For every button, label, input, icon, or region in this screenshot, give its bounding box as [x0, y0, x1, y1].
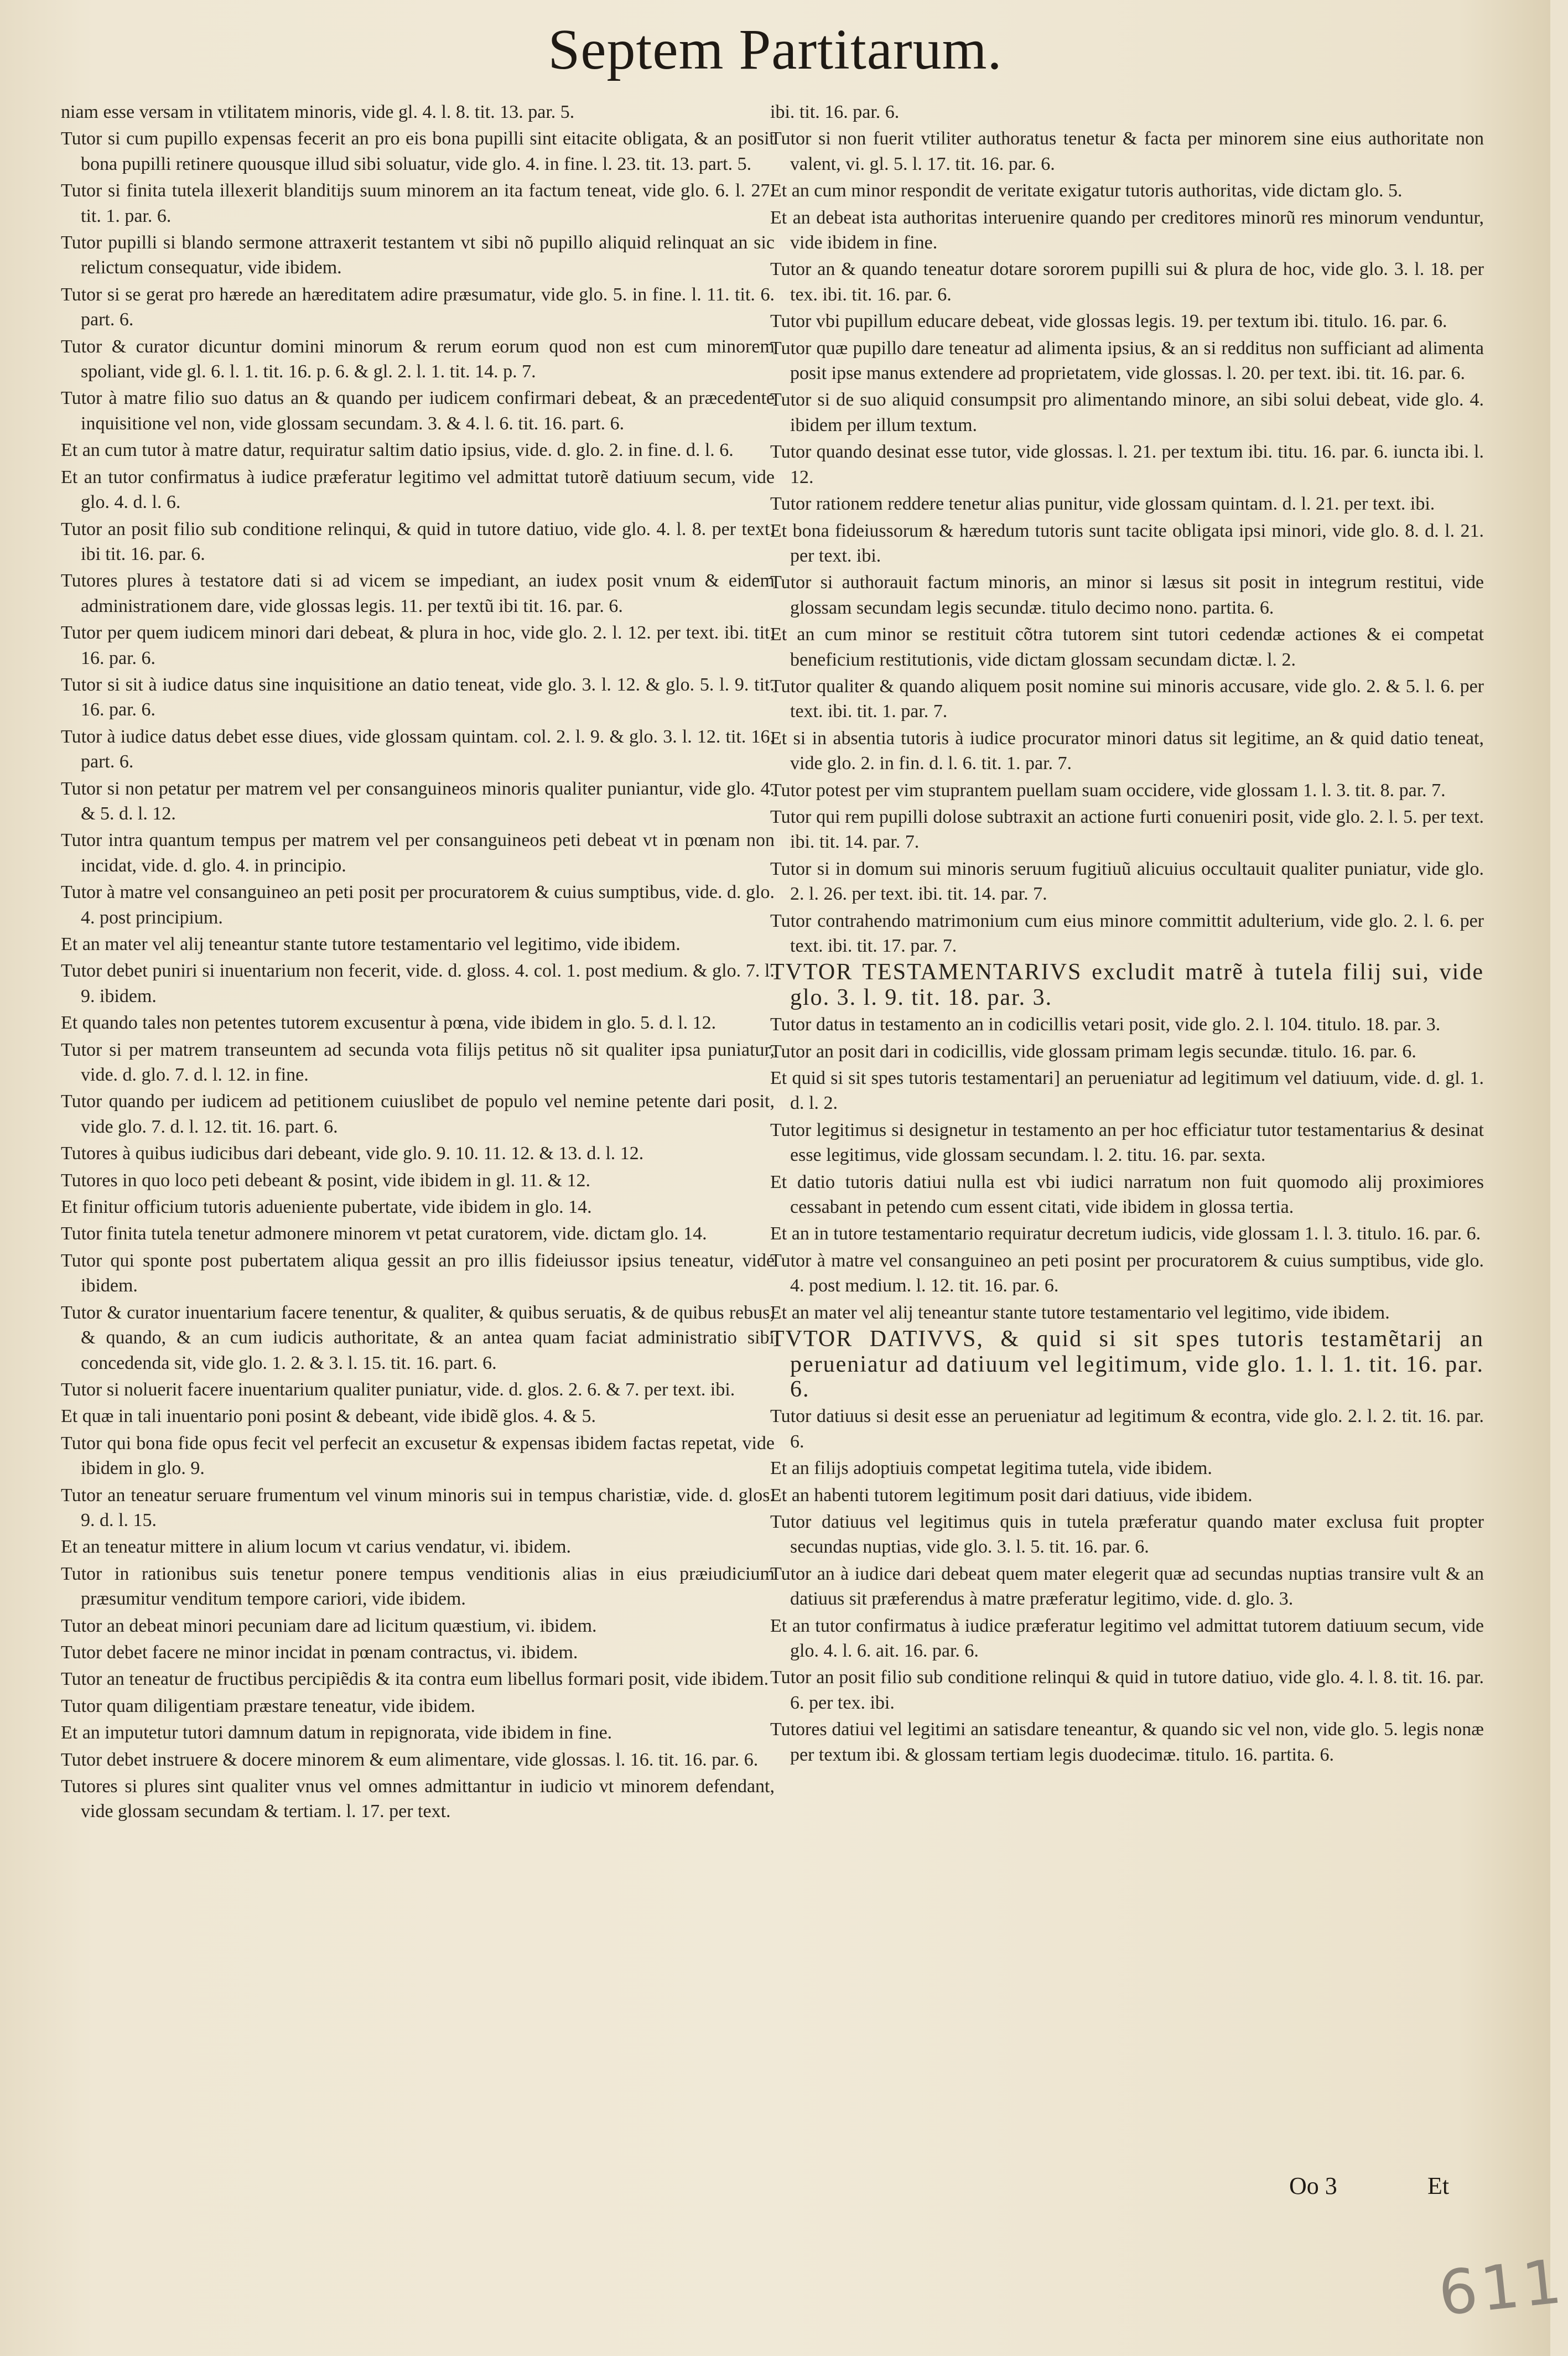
index-entry: Tutor datiuus vel legitimus quis in tutela præferatur quando mater exclusa fuit propter secundas nuptias, vide glo. 3. l. 5. tit. 16. par. 6.	[770, 1511, 1484, 1558]
index-entry: Et an tutor confirmatus à iudice præferatur legitimo vel admittat tutorẽ datiuum secum, vide glo. 4. d. l. 6.	[61, 466, 775, 513]
index-entry: Tutor qualiter & quando aliquem posit nomine sui minoris accusare, vide glo. 2. & 5. l. 6. per text. ibi. tit. 1. par. 7.	[770, 676, 1484, 722]
index-entry: Tutor quæ pupillo dare teneatur ad alimenta ipsius, & an si redditus non sufficiant ad alimenta posit ipse manus extendere ad proprietatem, vide glossas. l. 20. per text. ibi. tit. 16. par. 6.	[770, 338, 1484, 384]
index-entry: Et an mater vel alij teneantur stante tutore testamentario vel legitimo, vide ibidem.	[770, 1302, 1390, 1323]
index-entry: Tutores datiui vel legitimi an satisdare teneantur, & quando sic vel non, vide glo. 5. legis nonæ per textum ibi. & glossam tertiam legis duodecimæ. titulo. 16. partita. 6.	[770, 1719, 1484, 1765]
index-entry: Tutor an posit filio sub conditione relinqui, & quid in tutore datiuo, vide glo. 4. l. 8. per text. ibi tit. 16. par. 6.	[61, 518, 775, 564]
index-entry: niam esse versam in vtilitatem minoris, vide gl. 4. l. 8. tit. 13. par. 5.	[61, 102, 575, 122]
index-entry: Tutor finita tutela tenetur admonere minorem vt petat curatorem, vide. dictam glo. 14.	[61, 1223, 707, 1244]
index-entry: Et an teneatur mittere in alium locum vt carius vendatur, vi. ibidem.	[61, 1537, 572, 1558]
index-entry: Tutor an teneatur seruare frumentum vel vinum minoris sui in tempus charistiæ, vide. d. glos. 9. d. l. 15.	[61, 1485, 775, 1530]
index-entry: Tutor si se gerat pro hærede an hæreditatem adire præsumatur, vide glo. 5. in fine. l. 11. tit. 6. part. 6.	[61, 284, 775, 330]
index-entry: Et finitur officium tutoris adueniente pubertate, vide ibidem in glo. 14.	[61, 1197, 592, 1218]
index-entry: Tutor à matre vel consanguineo an peti posit per procuratorem & cuius sumptibus, vide. d. glo. 4. post principium.	[61, 882, 775, 928]
index-entry: ibi. tit. 16. par. 6.	[770, 102, 900, 122]
index-entry: Tutores in quo loco peti debeant & posint, vide ibidem in gl. 11. & 12.	[61, 1170, 590, 1191]
right-column	[770, 100, 1484, 1769]
index-entry: Et si in absentia tutoris à iudice procurator minori datus sit legitime, an & quid datio teneat, vide glo. 2. in fin. d. l. 6. tit. 1. par. 7.	[770, 728, 1484, 774]
index-entry: Et an in tutore testamentario requiratur decretum iudicis, vide glossam 1. l. 3. titulo. 16. par. 6.	[770, 1223, 1481, 1244]
index-entry: Tutores plures à testatore dati si ad vicem se impediant, an iudex posit vnum & eidem administrationem dare, vide glossas legis. 11. per textũ ibi tit. 16. par. 6.	[61, 570, 775, 616]
index-entry: Tutor an posit dari in codicillis, vide glossam primam legis secundæ. titulo. 16. par. 6.	[770, 1041, 1416, 1062]
index-entry: Tutor quando desinat esse tutor, vide glossas. l. 21. per textum ibi. titu. 16. par. 6. iuncta ibi. l. 12.	[770, 442, 1484, 487]
index-entry: Tutor si sit à iudice datus sine inquisitione an datio teneat, vide glo. 3. l. 12. & glo. 5. l. 9. tit. 16. par. 6.	[61, 674, 775, 720]
index-entry: Tutor & curator dicuntur domini minorum & rerum eorum quod non est cum minorem spoliant, vide gl. 6. l. 1. tit. 16. p. 6. & gl. 2. l. 1. tit. 14. p. 7.	[61, 336, 775, 382]
index-entry: Tutor si non fuerit vtiliter authoratus tenetur & facta per minorem sine eius authoritate non valent, vi. gl. 5. l. 17. tit. 16. par. 6.	[770, 128, 1484, 174]
signature-mark: Oo 3	[1289, 2172, 1337, 2199]
index-entry: Tutor à iudice datus debet esse diues, vide glossam quintam. col. 2. l. 9. & glo. 3. l. 12. tit. 16. part. 6.	[61, 726, 775, 772]
index-entry: Tutor rationem reddere tenetur alias punitur, vide glossam quintam. d. l. 21. per text. ibi.	[770, 494, 1435, 515]
index-entry: Et an cum minor respondit de veritate exigatur tutoris authoritas, vide dictam glo. 5.	[770, 180, 1403, 201]
index-entry: Tutor vbi pupillum educare debeat, vide glossas legis. 19. per textum ibi. titulo. 16. par. 6.	[770, 311, 1447, 332]
index-entry: Et an debeat ista authoritas interuenire quando per creditores minorũ res minorum venduntur, vide ibidem in fine.	[770, 207, 1484, 253]
handwritten-page-number: 611	[1435, 2245, 1568, 2329]
index-entry: Et datio tutoris datiui nulla est vbi iudici narratum non fuit quomodo alij proximiores cessabant in petendo cum essent citati, vide ibidem in glossa tertia.	[770, 1171, 1484, 1218]
left-column	[61, 100, 775, 1826]
running-head: Septem Partitarum.	[548, 18, 1003, 81]
index-entry: Et bona fideiussorum & hæredum tutoris sunt tacite obligata ipsi minori, vide glo. 8. d. l. 21. per text. ibi.	[770, 520, 1484, 566]
index-entry: Tutor in rationibus suis tenetur ponere tempus venditionis alias in eius præiudicium præsumitur venditum tempore cariori, vide ibidem.	[61, 1563, 775, 1610]
index-entry: Tutor legitimus si designetur in testamento an per hoc efficiatur tutor testamentarius & desinat esse legitimus, vide glossam secundam. l. 2. titu. 16. par. sexta.	[770, 1119, 1484, 1166]
index-entry: Et an cum minor se restituit cõtra tutorem sint tutori cedendæ actiones & ei competat beneficium restitutionis, vide dictam glossam secundam dictæ. l. 2.	[770, 624, 1484, 670]
index-entry: Tutor debet instruere & docere minorem & eum alimentare, vide glossas. l. 16. tit. 16. par. 6.	[61, 1749, 759, 1770]
index-entry: TVTOR DATIVVS, & quid si sit spes tutoris testamẽtarij an perueniatur ad datiuum vel legitimum, vide glo. 1. l. 1. tit. 16. par. 6.	[770, 1326, 1484, 1402]
index-entry: Tutor qui rem pupilli dolose subtraxit an actione furti conueniri posit, vide glo. 2. l. 5. per text. ibi. tit. 14. par. 7.	[770, 806, 1484, 853]
index-entry: Tutor si de suo aliquid consumpsit pro alimentando minore, an sibi solui debeat, vide glo. 4. ibidem per illum textum.	[770, 390, 1484, 435]
index-entry: Tutor si per matrem transeuntem ad secunda vota filijs petitus nõ sit qualiter ipsa puniatur, vide. d. glo. 7. d. l. 12. in fine.	[61, 1039, 775, 1086]
index-entry: Tutor an & quando teneatur dotare sororem pupilli sui & plura de hoc, vide glo. 3. l. 18. per tex. ibi. tit. 16. par. 6.	[770, 259, 1484, 305]
index-entry: Et quid si sit spes tutoris testamentari] an perueniatur ad legitimum vel datiuum, vide. d. gl. 1. d. l. 2.	[770, 1068, 1484, 1114]
index-entry: Et an habenti tutorem legitimum posit dari datiuus, vide ibidem.	[770, 1485, 1253, 1506]
catchword: Et	[1427, 2172, 1450, 2199]
index-entry: Tutores si plures sint qualiter vnus vel omnes admittantur in iudicio vt minorem defendant, vide glossam secundam & tertiam. l. 17. per text.	[61, 1776, 775, 1822]
index-entry: Tutor potest per vim stuprantem puellam suam occidere, vide glossam 1. l. 3. tit. 8. par. 7.	[770, 780, 1446, 801]
index-entry: Tutor datiuus si desit esse an perueniatur ad legitimum & econtra, vide glo. 2. l. 2. tit. 16. par. 6.	[770, 1406, 1484, 1452]
index-entry: Tutor per quem iudicem minori dari debeat, & plura in hoc, vide glo. 2. l. 12. per text. ibi. tit. 16. par. 6.	[61, 622, 775, 668]
index-entry: Tutor si finita tutela illexerit blanditijs suum minorem an ita factum teneat, vide glo. 6. l. 27. tit. 1. par. 6.	[61, 180, 775, 226]
index-entry: TVTOR TESTAMENTARIVS excludit matrẽ à tutela filij sui, vide glo. 3. l. 9. tit. 18. par. 3.	[770, 959, 1484, 1010]
index-entry: Tutor an teneatur de fructibus percipiẽdis & ita contra eum libellus formari posit, vide ibidem.	[61, 1669, 769, 1690]
index-entry: Tutor quando per iudicem ad petitionem cuiuslibet de populo vel nemine petente dari posit, vide glo. 7. d. l. 12. tit. 16. part. 6.	[61, 1091, 775, 1137]
index-entry: Tutor qui bona fide opus fecit vel perfecit an excusetur & expensas ibidem factas repetat, vide ibidem in glo. 9.	[61, 1433, 775, 1479]
index-entry: Tutor qui sponte post pubertatem aliqua gessit an pro illis fideiussor ipsius teneatur, vide ibidem.	[61, 1250, 775, 1296]
index-entry: Tutor an posit filio sub conditione relinqui & quid in tutore datiuo, vide glo. 4. l. 8. tit. 16. par. 6. per tex. ibi.	[770, 1667, 1484, 1713]
index-entry: Tutor si noluerit facere inuentarium qualiter puniatur, vide. d. glos. 2. 6. & 7. per text. ibi.	[61, 1379, 735, 1400]
index-entry: Tutor si non petatur per matrem vel per consanguineos minoris qualiter puniantur, vide glo. 4. & 5. d. l. 12.	[61, 778, 775, 824]
index-entry: Et an mater vel alij teneantur stante tutore testamentario vel legitimo, vide ibidem.	[61, 934, 681, 954]
index-entry: Tutor & curator inuentarium facere tenentur, & qualiter, & quibus seruatis, & de quibus rebus, & quando, & an cum iudicis authoritate, & an antea quam faciat administratio sibi concedenda sit, vide glo. 1. 2. & 3. l. 15. tit. 16. part. 6.	[61, 1302, 775, 1373]
index-entry: Et quæ in tali inuentario poni posint & debeant, vide ibidẽ glos. 4. & 5.	[61, 1406, 596, 1427]
index-entry: Tutor debet puniri si inuentarium non fecerit, vide. d. gloss. 4. col. 1. post medium. & glo. 7. l. 9. ibidem.	[61, 961, 775, 1006]
index-entry: Et an cum tutor à matre datur, requiratur saltim datio ipsius, vide. d. glo. 2. in fine. d. l. 6.	[61, 440, 734, 461]
index-entry: Tutor an debeat minori pecuniam dare ad licitum quæstium, vi. ibidem.	[61, 1615, 597, 1636]
index-entry: Tutores à quibus iudicibus dari debeant, vide glo. 9. 10. 11. 12. & 13. d. l. 12.	[61, 1143, 644, 1164]
index-entry: Et an tutor confirmatus à iudice præferatur legitimo vel admittat tutorem datiuum secum, vide glo. 4. l. 6. ait. 16. par. 6.	[770, 1615, 1484, 1661]
index-entry: Et quando tales non petentes tutorem excusentur à pœna, vide ibidem in glo. 5. d. l. 12.	[61, 1013, 716, 1034]
index-entry: Tutor à matre vel consanguineo an peti posint per procuratorem & cuius sumptibus, vide glo. 4. post medium. l. 12. tit. 16. par. 6.	[770, 1250, 1484, 1296]
index-entry: Tutor an à iudice dari debeat quem mater elegerit quæ ad secundas nuptias transire vult & an datiuus sit præferendus à matre præferatur legitimo, vide. d. glo. 3.	[770, 1563, 1484, 1610]
index-entry: Tutor contrahendo matrimonium cum eius minore committit adulterium, vide glo. 2. l. 6. per text. ibi. tit. 17. par. 7.	[770, 910, 1484, 956]
index-entry: Et an imputetur tutori damnum datum in repignorata, vide ibidem in fine.	[61, 1722, 612, 1743]
index-entry: Tutor si authorauit factum minoris, an minor si læsus sit posit in integrum restitui, vide glossam secundam legis secundæ. titulo decimo nono. partita. 6.	[770, 572, 1484, 618]
index-entry: Tutor si in domum sui minoris seruum fugitiuũ alicuius occultauit qualiter puniatur, vide glo. 2. l. 26. per text. ibi. tit. 14. par. 7.	[770, 858, 1484, 905]
index-entry: Tutor si cum pupillo expensas fecerit an pro eis bona pupilli sint eitacite obligata, & an posit bona pupilli retinere quousque illud sibi soluatur, vide glo. 4. in fine. l. 23. tit. 13. part. 5.	[61, 128, 775, 174]
index-entry: Tutor intra quantum tempus per matrem vel per consanguineos peti debeat vt in pœnam non incidat, vide. d. glo. 4. in principio.	[61, 830, 775, 876]
index-entry: Tutor datus in testamento an in codicillis vetari posit, vide glo. 2. l. 104. titulo. 18. par. 3.	[770, 1014, 1441, 1035]
index-entry: Tutor à matre filio suo datus an & quando per iudicem confirmari debeat, & an præcedente inquisitione vel non, vide glossam secundam. 3. & 4. l. 6. tit. 16. part. 6.	[61, 388, 775, 434]
index-entry: Et an filijs adoptiuis competat legitima tutela, vide ibidem.	[770, 1458, 1212, 1479]
index-entry: Tutor quam diligentiam præstare teneatur, vide ibidem.	[61, 1695, 476, 1716]
index-entry: Tutor debet facere ne minor incidat in pœnam contractus, vi. ibidem.	[61, 1642, 578, 1663]
index-entry: Tutor pupilli si blando sermone attraxerit testantem vt sibi nõ pupillo aliquid relinquat an sic relictum consequatur, vide ibidem.	[61, 232, 775, 278]
